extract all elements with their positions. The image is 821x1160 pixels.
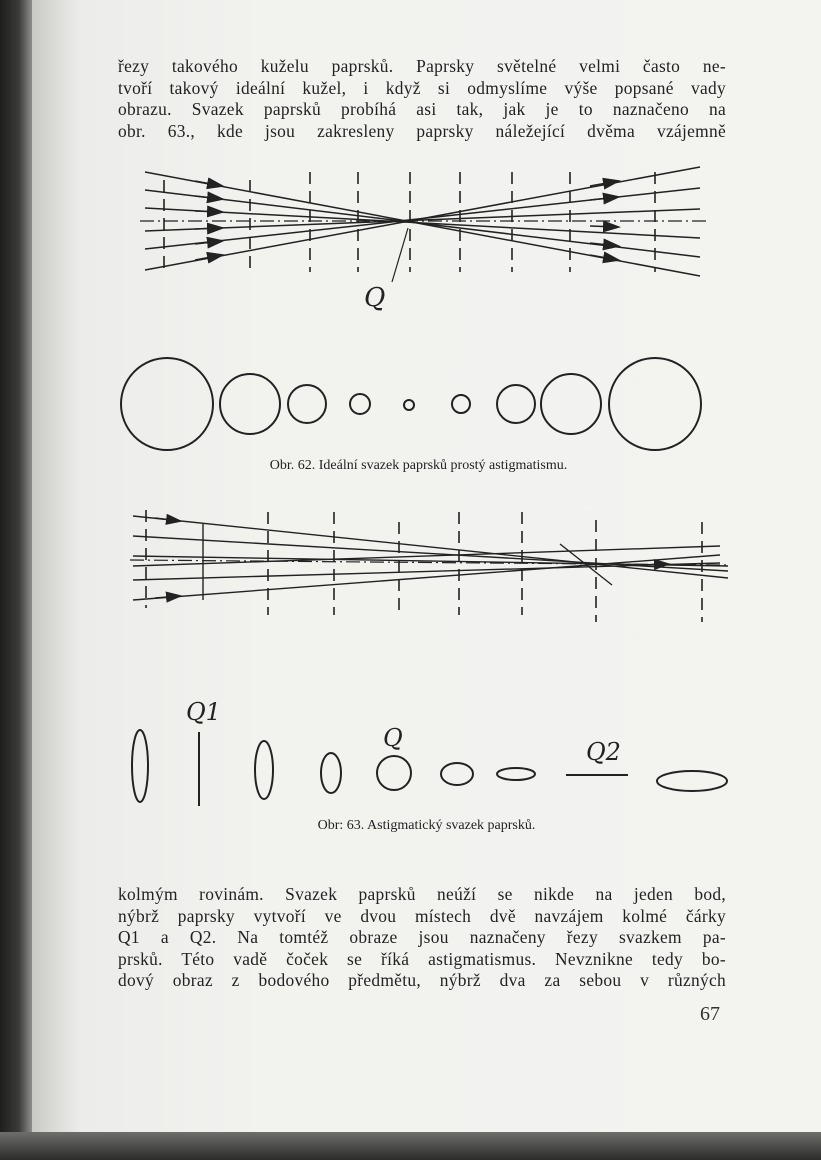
figure63-label-q1: Q1 <box>186 698 221 726</box>
text-line: obr. 63., kde jsou zakresleny paprsky náležející dvěma vzájemně <box>118 120 726 141</box>
text-line: Q1 a Q2. Na tomtéž obraze jsou naznačeny řezy svazkem pa- <box>118 927 726 947</box>
text-line: kolmým rovinám. Svazek paprsků neúží se nikde na jeden bod, <box>118 884 726 904</box>
text-line: dový obraz z bodového předmětu, nýbrž dva za sebou v různých <box>118 970 726 990</box>
text-line: prsků. Této vadě čoček se říká astigmatismus. Nevznikne tedy bo- <box>118 948 726 969</box>
figure63-rays <box>133 516 728 600</box>
figure62-cross-sections <box>121 358 701 450</box>
text-line: nýbrž paprsky vytvoří ve dvou místech dvě navzájem kolmé čárky <box>118 905 726 926</box>
figure62-caption: Obr. 62. Ideální svazek paprsků prostý astigmatismu. <box>269 458 568 473</box>
figure62-label-q: Q <box>364 283 386 313</box>
figure62-label-pointer <box>392 228 408 282</box>
text-line: řezy takového kuželu paprsků. Paprsky světelné velmi často ne- <box>118 56 726 76</box>
page-number: 67 <box>700 1003 720 1025</box>
figure63-cross-sections <box>132 730 727 806</box>
paragraph-bottom <box>118 884 726 992</box>
text-line: obrazu. Svazek paprsků probíhá asi tak, jak je to naznačeno na <box>118 99 726 119</box>
figure63-label-q: Q <box>383 724 403 752</box>
figure63-caption: Obr: 63. Astigmatický svazek paprsků. <box>317 818 536 833</box>
figure62-section-planes <box>164 172 655 272</box>
figure63-label-q2: Q2 <box>586 738 621 766</box>
text-line: tvoří takový ideální kužel, i když si odmyslíme výše popsané vady <box>118 77 726 98</box>
